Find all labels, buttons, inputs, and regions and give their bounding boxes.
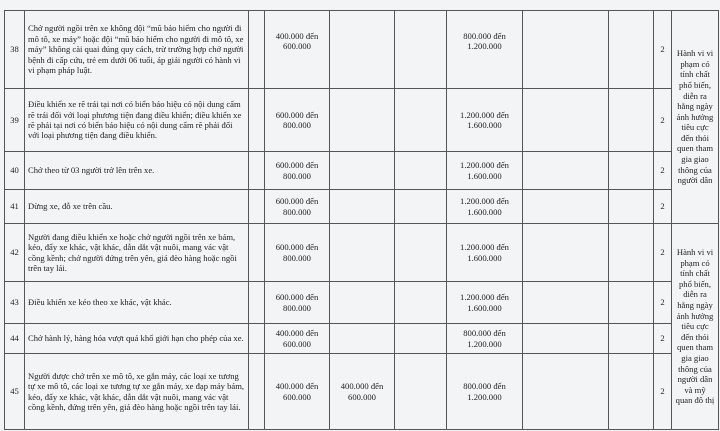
- new-fine: 800.000 đến 1.200.000: [447, 354, 523, 430]
- new-fine: 1.200.000 đến 1.600.000: [447, 224, 523, 282]
- table-row: [5, 354, 719, 430]
- empty-cell: [249, 224, 265, 282]
- empty-cell: [249, 190, 265, 224]
- mid-fine: [330, 89, 395, 152]
- old-fine: 400.000 đến 600.000: [265, 324, 330, 354]
- fines-table: [4, 10, 719, 430]
- empty-cell: [609, 190, 654, 224]
- empty-cell: [395, 324, 447, 354]
- violation-content: Chở theo từ 03 người trở lên trên xe.: [25, 152, 249, 190]
- deduction-points: 2: [654, 89, 672, 152]
- empty-cell: [249, 354, 265, 430]
- mid-fine: [330, 152, 395, 190]
- empty-cell: [249, 324, 265, 354]
- row-number: 41: [5, 190, 25, 224]
- table-row: [5, 282, 719, 324]
- table-row: [5, 224, 719, 282]
- deduction-points: 2: [654, 324, 672, 354]
- violation-content: Điều khiển xe rẽ trái tại nơi có biển báo hiệu có nội dung cấm rẽ trái đối với loại phương tiện đang điều khiển; điều khiển xe rẽ phải tại nơi có biển báo hiệu có nội dung cấm rẽ phải đối với loại phương tiện đang điều khiển.: [25, 89, 249, 152]
- table-row: [5, 324, 719, 354]
- violation-content: Dừng xe, đỗ xe trên cầu.: [25, 190, 249, 224]
- empty-cell: [249, 89, 265, 152]
- new-fine: 800.000 đến 1.200.000: [447, 324, 523, 354]
- empty-cell: [523, 224, 609, 282]
- row-number: 38: [5, 11, 25, 89]
- old-fine: 600.000 đến 800.000: [265, 89, 330, 152]
- empty-cell: [609, 324, 654, 354]
- row-number: 45: [5, 354, 25, 430]
- empty-cell: [523, 282, 609, 324]
- old-fine: 400.000 đến 600.000: [265, 11, 330, 89]
- deduction-points: 2: [654, 282, 672, 324]
- empty-cell: [249, 11, 265, 89]
- empty-cell: [395, 152, 447, 190]
- note-cell: Hành vi vi phạm có tính chất phổ biến, diễn ra hằng ngày ảnh hưởng tiêu cực đến thói quen tham gia giao thông của người dân và mỹ quan đô thị: [672, 224, 719, 430]
- table-row: [5, 152, 719, 190]
- empty-cell: [609, 282, 654, 324]
- old-fine: 600.000 đến 800.000: [265, 190, 330, 224]
- violation-content: Chở hành lý, hàng hóa vượt quá khổ giới hạn cho phép của xe.: [25, 324, 249, 354]
- empty-cell: [523, 190, 609, 224]
- old-fine: 600.000 đến 800.000: [265, 282, 330, 324]
- table-row: [5, 89, 719, 152]
- empty-cell: [609, 354, 654, 430]
- empty-cell: [609, 11, 654, 89]
- deduction-points: 2: [654, 190, 672, 224]
- empty-cell: [523, 11, 609, 89]
- empty-cell: [523, 152, 609, 190]
- mid-fine: [330, 190, 395, 224]
- row-number: 44: [5, 324, 25, 354]
- empty-cell: [249, 152, 265, 190]
- old-fine: 600.000 đến 800.000: [265, 224, 330, 282]
- empty-cell: [395, 224, 447, 282]
- row-number: 40: [5, 152, 25, 190]
- empty-cell: [395, 89, 447, 152]
- row-number: 43: [5, 282, 25, 324]
- deduction-points: 2: [654, 152, 672, 190]
- old-fine: 400.000 đến 600.000: [265, 354, 330, 430]
- row-number: 42: [5, 224, 25, 282]
- row-number: 39: [5, 89, 25, 152]
- note-cell: Hành vi vi phạm có tính chất phổ biến, diễn ra hằng ngày ảnh hưởng tiêu cực đến thói quen tham gia giao thông của người dân: [672, 11, 719, 224]
- empty-cell: [395, 354, 447, 430]
- empty-cell: [249, 282, 265, 324]
- mid-fine: [330, 11, 395, 89]
- deduction-points: 2: [654, 354, 672, 430]
- new-fine: 800.000 đến 1.200.000: [447, 11, 523, 89]
- empty-cell: [395, 282, 447, 324]
- empty-cell: [523, 324, 609, 354]
- mid-fine: 400.000 đến 600.000: [330, 354, 395, 430]
- empty-cell: [609, 89, 654, 152]
- mid-fine: [330, 282, 395, 324]
- violation-content: Điều khiển xe kéo theo xe khác, vật khác.: [25, 282, 249, 324]
- new-fine: 1.200.000 đến 1.600.000: [447, 282, 523, 324]
- empty-cell: [523, 354, 609, 430]
- old-fine: 600.000 đến 800.000: [265, 152, 330, 190]
- empty-cell: [395, 190, 447, 224]
- deduction-points: 2: [654, 11, 672, 89]
- new-fine: 1.200.000 đến 1.600.000: [447, 190, 523, 224]
- violation-content: Người được chở trên xe mô tô, xe gắn máy, các loại xe tương tự xe mô tô, các loại xe tương tự xe gắn máy, xe đạp máy bám, kéo, đẩy xe khác, vật khác, dẫn dắt vật nuôi, mang vác vật cồng kềnh, đứng trên yên, giá đèo hàng hoặc ngồi trên tay lái.: [25, 354, 249, 430]
- new-fine: 1.200.000 đến 1.600.000: [447, 89, 523, 152]
- violation-content: Người đang điều khiển xe hoặc chở người ngồi trên xe bám, kéo, đẩy xe khác, vật khác, dẫn dắt vật nuôi, mang vác vật cồng kềnh; chở người đứng trên yên, giá đèo hàng hoặc ngồi trên tay lái.: [25, 224, 249, 282]
- new-fine: 1.200.000 đến 1.600.000: [447, 152, 523, 190]
- mid-fine: [330, 324, 395, 354]
- mid-fine: [330, 224, 395, 282]
- empty-cell: [609, 152, 654, 190]
- empty-cell: [395, 11, 447, 89]
- table-row: [5, 11, 719, 89]
- empty-cell: [609, 224, 654, 282]
- deduction-points: 2: [654, 224, 672, 282]
- empty-cell: [523, 89, 609, 152]
- table-row: [5, 190, 719, 224]
- violation-content: Chở người ngồi trên xe không đội “mũ bảo hiểm cho người đi mô tô, xe máy” hoặc đội “mũ bảo hiểm cho người đi mô tô, xe máy” không cài quai đúng quy cách, trừ trường hợp chở người bệnh đi cấp cứu, trẻ em dưới 06 tuổi, áp giải người có hành vi vi phạm pháp luật.: [25, 11, 249, 89]
